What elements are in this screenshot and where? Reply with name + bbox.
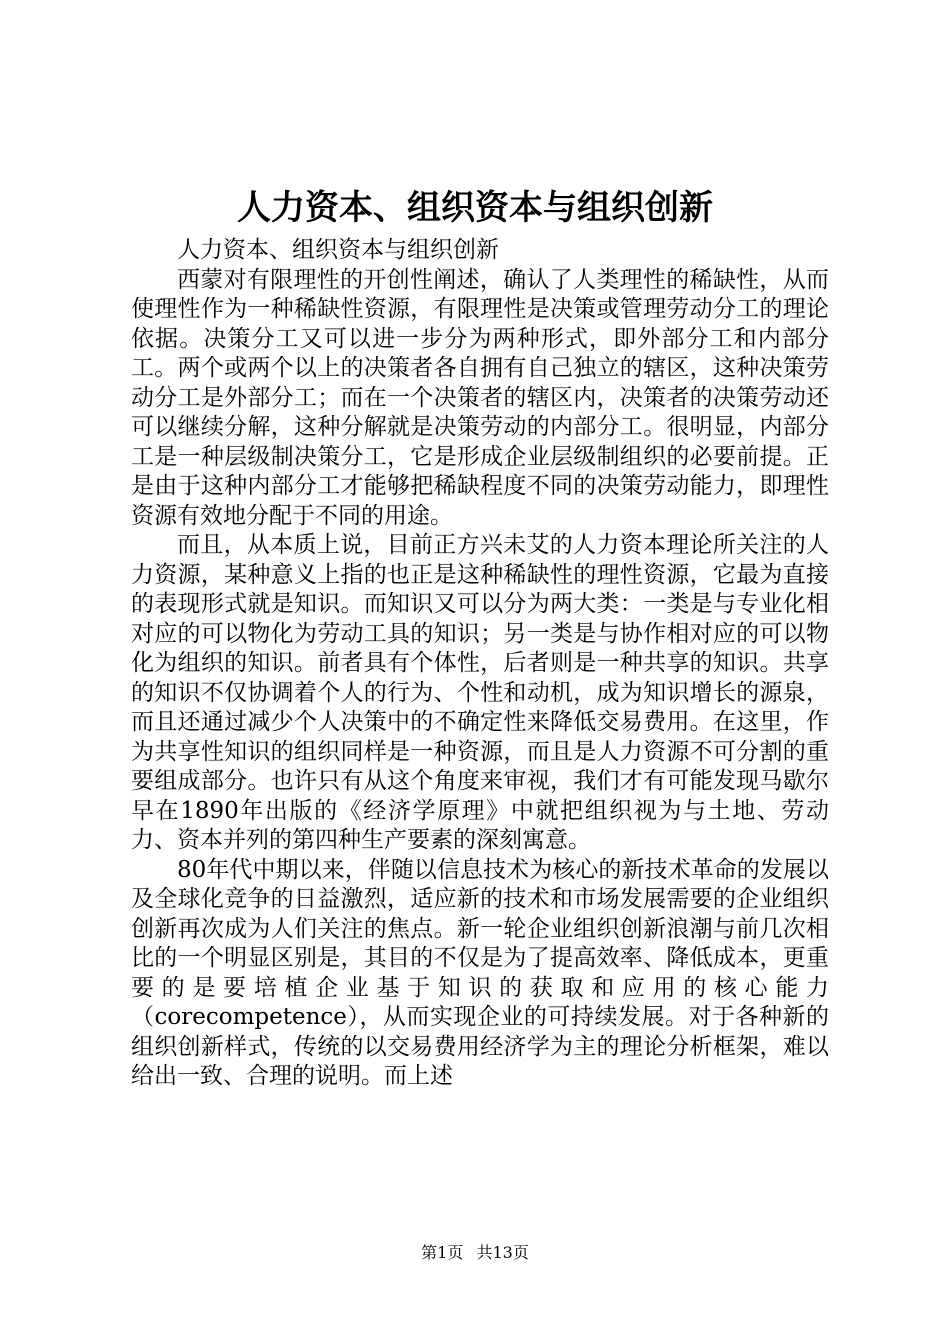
document-subtitle: 人力资本、组织资本与组织创新 bbox=[177, 237, 499, 263]
paragraph-3: 80年代中期以来，伴随以信息技术为核心的新技术革命的发展以及全球化竞争的日益激烈，适应新的技术和市场发展需要的企业组织创新再次成为人们关注的焦点。新一轮企业组织创新浪潮与前几次相比的一个明显区别是，其目的不仅是为了提高效率、降低成本，更重要的是要培植企业基于知识的获取和应用的核心能力（corecompetence），从而实现企业的可持续发展。对于各种新的组织创新样式，传统的以交易费用经济学为主的理论分析框架，难以给出一致、合理的说明。而上述 bbox=[131, 856, 829, 1089]
page-footer bbox=[0, 1243, 950, 1263]
paragraph-2: 而且，从本质上说，目前正方兴未艾的人力资本理论所关注的人力资源，某种意义上指的也正是这种稀缺性的理性资源，它最为直接的表现形式就是知识。而知识又可以分为两大类：一类是与专业化相对应的可以物化为劳动工具的知识；另一类是与协作相对应的可以物化为组织的知识。前者具有个体性，后者则是一种共享的知识。共享的知识不仅协调着个人的行为、个性和动机，成为知识增长的源泉，而且还通过减少个人决策中的不确定性来降低交易费用。在这里，作为共享性知识的组织同样是一种资源，而且是人力资源不可分割的重要组成部分。也许只有从这个角度来审视，我们才有可能发现马歇尔早在1890年出版的《经济学原理》中就把组织视为与土地、劳动力、资本并列的第四种生产要素的深刻寓意。 bbox=[131, 532, 829, 853]
page-total: 共13页 bbox=[476, 1243, 529, 1262]
paragraph-1: 西蒙对有限理性的开创性阐述，确认了人类理性的稀缺性，从而使理性作为一种稀缺性资源，有限理性是决策或管理劳动分工的理论依据。决策分工又可以进一步分为两种形式，即外部分工和内部分工。两个或两个以上的决策者各自拥有自己独立的辖区，这种决策劳动分工是外部分工；而在一个决策者的辖区内，决策者的决策劳动还可以继续分解，这种分解就是决策劳动的内部分工。很明显，内部分工是一种层级制决策分工，它是形成企业层级制组织的必要前提。正是由于这种内部分工才能够把稀缺程度不同的决策劳动能力，即理性资源有效地分配于不同的用途。 bbox=[131, 266, 829, 529]
document-body bbox=[131, 236, 829, 1092]
document-title: 人力资本、组织资本与组织创新 bbox=[237, 188, 713, 228]
page-number: 第1页 bbox=[421, 1243, 464, 1262]
